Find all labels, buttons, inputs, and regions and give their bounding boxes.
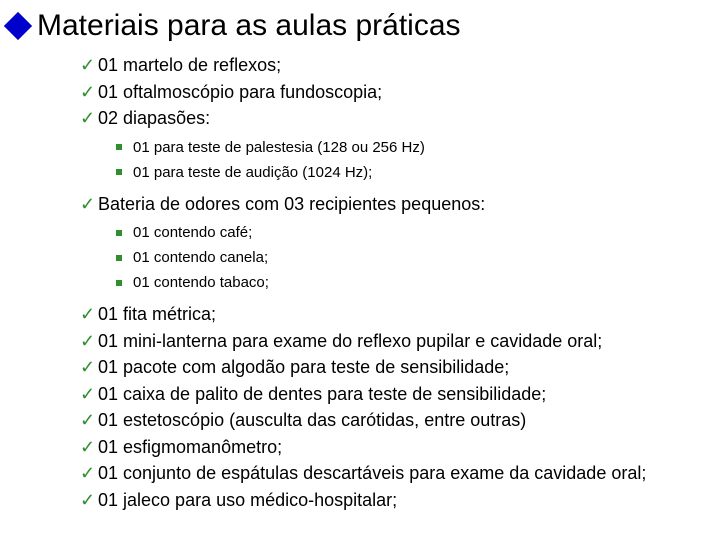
checkmark-icon: ✓ <box>80 357 96 377</box>
sub-list-item <box>116 160 720 185</box>
list-item <box>80 434 720 461</box>
checkmark-icon: ✓ <box>80 193 96 214</box>
checkmark-icon: ✓ <box>80 81 96 102</box>
sub-list-item-text: 01 contendo canela; <box>133 249 269 266</box>
square-bullet-icon <box>116 280 122 286</box>
list-item <box>80 328 720 355</box>
list-item-text: 01 martelo de reflexos; <box>98 55 282 75</box>
square-bullet-icon <box>116 255 122 261</box>
checkmark-icon: ✓ <box>80 410 96 430</box>
materials-list <box>80 52 720 513</box>
sub-list-item <box>116 245 720 270</box>
list-item <box>80 301 720 328</box>
list-item-text: 02 diapasões: <box>98 108 211 128</box>
sub-list-item <box>116 220 720 245</box>
checkmark-icon: ✓ <box>80 55 96 75</box>
diamond-bullet-icon <box>4 12 32 40</box>
diapasoes-sub-list <box>80 135 720 185</box>
checkmark-icon: ✓ <box>80 330 96 351</box>
checkmark-icon: ✓ <box>80 463 96 483</box>
checkmark-icon: ✓ <box>80 383 96 404</box>
list-item <box>80 460 720 487</box>
list-item <box>80 105 720 132</box>
sub-list-item <box>116 270 720 295</box>
slide-title-row <box>3 6 461 46</box>
list-item-text: 01 caixa de palito de dentes para teste de sensibilidade; <box>98 383 547 404</box>
square-bullet-icon <box>116 230 122 236</box>
list-item-text: Bateria de odores com 03 recipientes pequenos: <box>98 193 486 214</box>
list-item <box>80 407 720 434</box>
list-item-text: 01 jaleco para uso médico-hospitalar; <box>98 489 398 510</box>
list-item <box>80 52 720 79</box>
checkmark-icon: ✓ <box>80 304 96 324</box>
slide-title: Materiais para as aulas práticas <box>37 9 461 42</box>
bateria-sub-list <box>80 220 720 295</box>
list-item-text: 01 pacote com algodão para teste de sensibilidade; <box>98 357 510 377</box>
checkmark-icon: ✓ <box>80 436 96 457</box>
list-item-text: 01 estetoscópio (ausculta das carótidas, entre outras) <box>98 410 527 430</box>
list-item <box>80 381 720 408</box>
sub-list-item-text: 01 contendo tabaco; <box>133 274 269 291</box>
sub-list-item <box>116 135 720 160</box>
square-bullet-icon <box>116 144 122 150</box>
checkmark-icon: ✓ <box>80 489 96 510</box>
list-item <box>80 79 720 106</box>
list-item <box>80 354 720 381</box>
square-bullet-icon <box>116 169 122 175</box>
list-item-text: 01 mini-lanterna para exame do reflexo pupilar e cavidade oral; <box>98 330 603 351</box>
sub-list-item-text: 01 contendo café; <box>133 224 253 241</box>
sub-list-item-text: 01 para teste de palestesia (128 ou 256 Hz) <box>133 138 425 156</box>
list-item-text: 01 oftalmoscópio para fundoscopia; <box>98 81 383 102</box>
checkmark-icon: ✓ <box>80 108 96 128</box>
sub-list-item-text: 01 para teste de audição (1024 Hz); <box>133 163 373 181</box>
list-item-text: 01 conjunto de espátulas descartáveis para exame da cavidade oral; <box>98 463 647 483</box>
list-item-text: 01 esfigmomanômetro; <box>98 436 283 457</box>
list-item-text: 01 fita métrica; <box>98 304 217 324</box>
list-item <box>80 191 720 218</box>
list-item <box>80 487 720 514</box>
